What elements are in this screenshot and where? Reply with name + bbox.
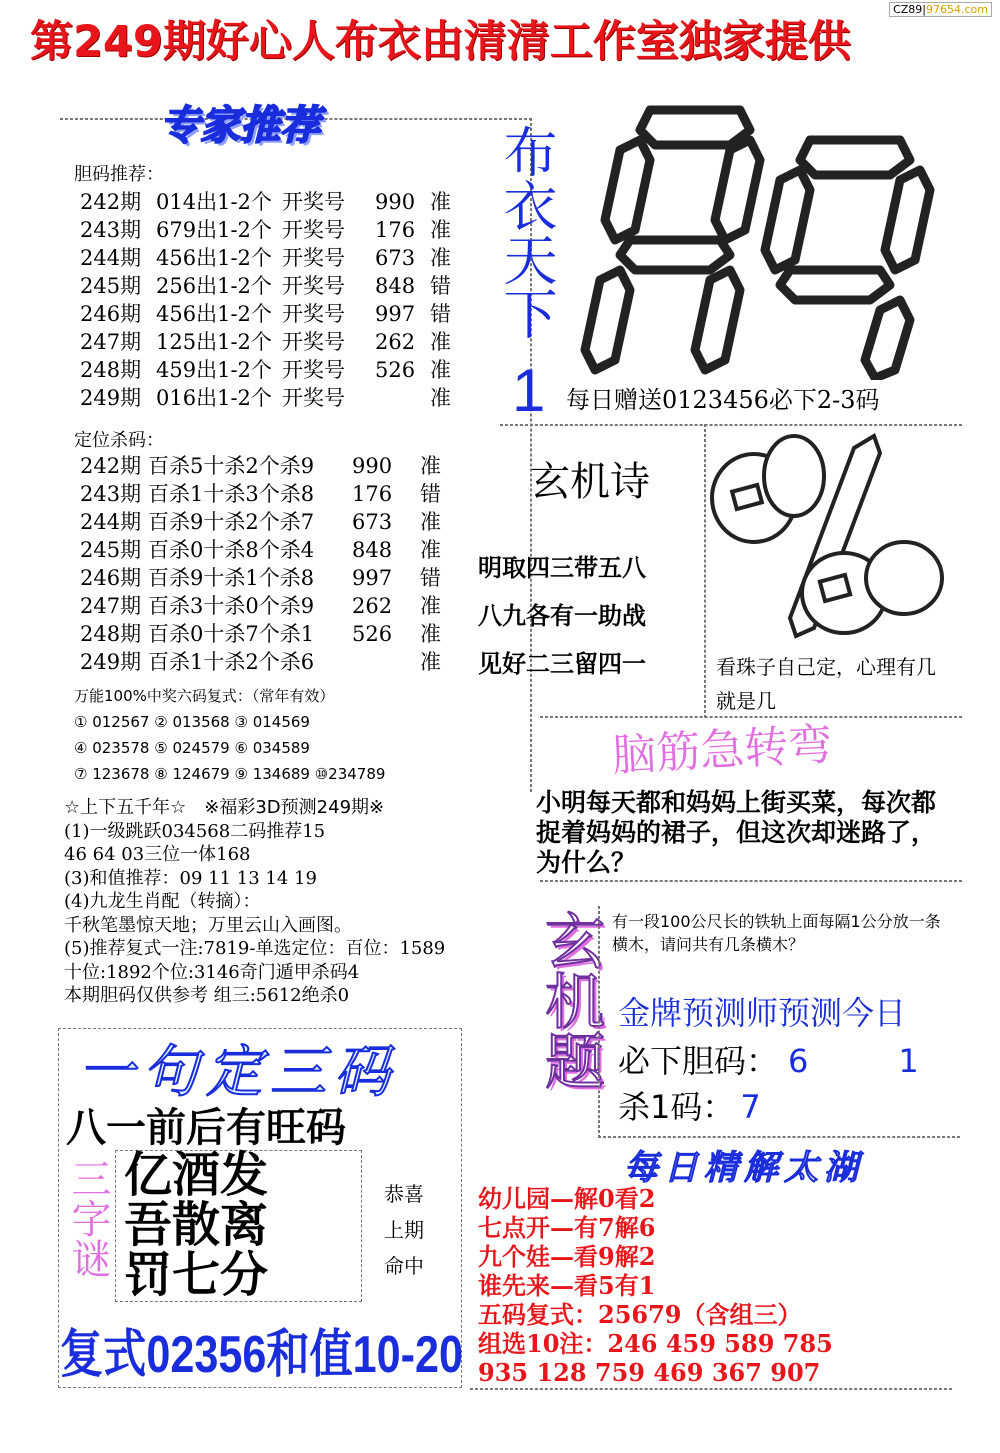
- dan-result: 准: [430, 386, 451, 410]
- kill-result: 准: [420, 510, 441, 534]
- one-sentence-heading: 一句定三码: [78, 1040, 398, 1105]
- segment: [865, 300, 910, 378]
- dan-period: 244期: [80, 246, 142, 270]
- dan-label: 开奖号: [282, 246, 345, 270]
- kill-period: 248期: [80, 622, 142, 646]
- must-b: 1: [898, 1042, 919, 1080]
- history-block: [64, 796, 534, 1008]
- kill-result: 错: [420, 482, 441, 506]
- dan-num: 526: [375, 358, 416, 382]
- coin-hole: [820, 575, 850, 601]
- dan-pick: 016出1-2个: [156, 386, 272, 410]
- kill-num: 997: [352, 566, 393, 590]
- dan-result: 准: [430, 246, 451, 270]
- kill-row: [618, 1082, 761, 1128]
- divider: [598, 1136, 960, 1138]
- dan-label: 开奖号: [282, 358, 345, 382]
- mystery-question: 有一段100公尺长的铁轨上面每隔1公分放一条横木，请问共有几条横木？: [612, 912, 941, 954]
- kill-num: 262: [352, 594, 393, 618]
- combo-line: ④ 023578 ⑤ 024579 ⑥ 034589: [74, 739, 310, 757]
- kill-one-label: 杀1码：: [618, 1088, 735, 1126]
- dan-result: 准: [430, 358, 451, 382]
- dan-period: 247期: [80, 330, 142, 354]
- kill-period: 243期: [80, 482, 142, 506]
- dan-table: [80, 188, 530, 418]
- dan-result: 错: [430, 302, 451, 326]
- kill-period: 246期: [80, 566, 142, 590]
- brain-heading: 脑筋急转弯: [611, 719, 834, 782]
- dan-period: 246期: [80, 302, 142, 326]
- kill-pick: 百杀5十杀2个杀9: [148, 454, 315, 478]
- watermark-prefix: CZ89: [893, 3, 923, 16]
- combo-label: 万能100%中奖六码复式：（常年有效）: [74, 687, 335, 705]
- watermark-site: 97654.com: [926, 3, 988, 16]
- dan-num: 176: [375, 218, 416, 242]
- riddle-line: 亿酒发: [124, 1147, 269, 1203]
- dan-period: 249期: [80, 386, 142, 410]
- kill-table: [80, 452, 530, 682]
- dan-label: 开奖号: [282, 330, 345, 354]
- history-line: 十位:1892个位:3146奇门遁甲杀码4: [64, 961, 360, 983]
- taihu-line: 幼儿园—解0看2: [478, 1184, 656, 1213]
- coin: [764, 436, 824, 516]
- segment: [605, 140, 650, 240]
- dan-pick: 256出1-2个: [156, 274, 272, 298]
- kill-pick: 百杀9十杀1个杀8: [148, 566, 315, 590]
- kill-num: 526: [352, 622, 393, 646]
- dan-label: 开奖号: [282, 190, 345, 214]
- segment: [780, 270, 890, 300]
- coin-hole: [732, 485, 762, 509]
- kill-result: 准: [420, 538, 441, 562]
- dan-result: 准: [430, 190, 451, 214]
- dan-period: 245期: [80, 274, 142, 298]
- header: [0, 0, 1000, 80]
- history-line: 本期胆码仅供参考 组三:5612绝杀0: [64, 985, 350, 1006]
- kill-one-value: 7: [740, 1088, 761, 1126]
- dan-period: 248期: [80, 358, 142, 382]
- riddle-line: 罚七分: [124, 1247, 269, 1303]
- taihu-line: 七点开—有7解6: [478, 1213, 656, 1242]
- history-line: ☆上下五千年☆ ※福彩3D预测249期※: [64, 797, 385, 818]
- taihu-line: 五码复式：25679（含组三）: [478, 1300, 802, 1329]
- kill-period: 245期: [80, 538, 142, 562]
- dan-label: 胆码推荐：: [74, 164, 164, 185]
- congrats-line: 命中: [384, 1254, 424, 1278]
- segment: [585, 270, 630, 370]
- history-line: (4)九龙生肖配（转摘）：: [64, 891, 261, 912]
- kill-pick: 百杀9十杀2个杀7: [148, 510, 315, 534]
- dan-num: 848: [375, 274, 416, 298]
- kill-num: 176: [352, 482, 393, 506]
- riddle-lines: [124, 1147, 269, 1303]
- kill-period: 244期: [80, 510, 142, 534]
- taihu-line: 935 128 759 469 367 907: [478, 1358, 821, 1387]
- poem-heading: 玄机诗: [530, 459, 650, 505]
- kill-period: 247期: [80, 594, 142, 618]
- gold-line: 金牌预测师预测今日: [618, 994, 907, 1032]
- dan-pick: 125出1-2个: [156, 330, 272, 354]
- dan-label: 开奖号: [282, 386, 345, 410]
- segment: [765, 170, 810, 270]
- segment: [640, 110, 750, 145]
- kill-pick: 百杀1十杀3个杀8: [148, 482, 315, 506]
- kill-pick: 百杀0十杀8个杀4: [148, 538, 315, 562]
- dan-label: 开奖号: [282, 274, 345, 298]
- kill-num: 673: [352, 510, 393, 534]
- dan-pick: 456出1-2个: [156, 246, 272, 270]
- segment: [885, 170, 930, 270]
- kill-period: 249期: [80, 650, 142, 674]
- taihu-line: 组选10注：246 459 589 785: [478, 1329, 833, 1358]
- kill-pick: 百杀3十杀0个杀9: [148, 594, 315, 618]
- dan-pick: 459出1-2个: [156, 358, 272, 382]
- one-sentence-phrase: 八一前后有旺码: [66, 1105, 346, 1151]
- kill-pick: 百杀0十杀7个杀1: [148, 622, 315, 646]
- divider: [540, 880, 962, 882]
- riddle-line: 吾散离: [124, 1197, 269, 1253]
- kill-result: 准: [420, 454, 441, 478]
- kill-label: 定位杀码：: [74, 430, 164, 451]
- buyi-number: 1: [512, 357, 546, 424]
- coin: [866, 542, 942, 614]
- must-row: [618, 1036, 919, 1082]
- dan-pick: 679出1-2个: [156, 218, 272, 242]
- segment: [800, 140, 910, 175]
- congrats-line: 恭喜: [384, 1182, 424, 1206]
- riddle-label: 三字谜: [65, 1158, 111, 1278]
- dan-label: 开奖号: [282, 218, 345, 242]
- brain-text: 小明每天都和妈妈上街买菜，每次都捉着妈妈的裙子，但这次却迷路了，为什么？: [536, 788, 937, 877]
- dan-result: 错: [430, 274, 451, 298]
- history-line: (3)和值推荐：09 11 13 14 19: [64, 867, 317, 889]
- taihu-lines: [478, 1184, 833, 1387]
- dan-pick: 014出1-2个: [156, 190, 272, 214]
- kill-num: 990: [352, 454, 393, 478]
- dan-label: 开奖号: [282, 302, 345, 326]
- must-label: 必下胆码：: [618, 1042, 779, 1080]
- kill-period: 242期: [80, 454, 142, 478]
- must-a: 6: [788, 1042, 809, 1080]
- dan-result: 准: [430, 218, 451, 242]
- buyi-vertical: 布衣天下: [495, 124, 558, 340]
- mystery-vertical: 玄机题: [535, 910, 605, 1090]
- poem-line: 见好二三留四一: [478, 650, 646, 678]
- history-line: 千秋笔墨惊天地；万里云山入画图。: [64, 914, 352, 936]
- segment: [620, 240, 730, 270]
- history-line: (5)推荐复式一注:7819-单选定位：百位：1589: [64, 938, 446, 959]
- dan-num: 262: [375, 330, 416, 354]
- dan-num: 997: [375, 302, 416, 326]
- kill-result: 准: [420, 622, 441, 646]
- percent-caption: 看珠子自己定，心理有几就是几: [716, 655, 936, 713]
- combo-list: [74, 709, 524, 787]
- expert-heading: 专家推荐: [160, 103, 320, 149]
- taihu-line: 谁先来—看5有1: [478, 1271, 656, 1300]
- congrats-line: 上期: [384, 1218, 424, 1242]
- dan-period: 243期: [80, 218, 142, 242]
- watermark: CZ89|97654.com: [889, 2, 992, 17]
- dan-result: 准: [430, 330, 451, 354]
- dan-pick: 456出1-2个: [156, 302, 272, 326]
- percent-coins-graphic: [704, 428, 954, 643]
- kill-result: 准: [420, 650, 441, 674]
- taihu-line: 九个娃—看9解2: [478, 1242, 656, 1271]
- dan-num: 673: [375, 246, 416, 270]
- history-line: 46 64 03三位一体168: [64, 844, 251, 865]
- daily-gift: 每日赠送0123456必下2-3码: [566, 386, 880, 414]
- combo-line: ① 012567 ② 013568 ③ 014569: [74, 713, 310, 731]
- segment: [715, 140, 760, 240]
- page-title: 第249期好心人布衣由清清工作室独家提供: [30, 17, 851, 67]
- kill-result: 准: [420, 594, 441, 618]
- poem-lines: [478, 544, 646, 688]
- congrats: [384, 1176, 424, 1284]
- divider: [598, 906, 600, 1138]
- big-digits-graphic: [560, 100, 950, 380]
- dan-period: 242期: [80, 190, 142, 214]
- history-line: (1)一级跳跃034568二码推荐15: [64, 820, 326, 842]
- dan-num: 990: [375, 190, 416, 214]
- one-sentence-footer: 复式02356和值10-20: [60, 1326, 464, 1384]
- poem-line: 八九各有一助战: [478, 602, 646, 630]
- combo-line: ⑦ 123678 ⑧ 124679 ⑨ 134689 ⑩234789: [74, 765, 386, 783]
- divider: [470, 1388, 952, 1390]
- divider: [500, 424, 962, 426]
- kill-pick: 百杀1十杀2个杀6: [148, 650, 315, 674]
- segment: [695, 270, 740, 370]
- taihu-heading: 每日精解太湖: [624, 1148, 864, 1188]
- kill-result: 错: [420, 566, 441, 590]
- poem-line: 明取四三带五八: [478, 554, 646, 582]
- kill-num: 848: [352, 538, 393, 562]
